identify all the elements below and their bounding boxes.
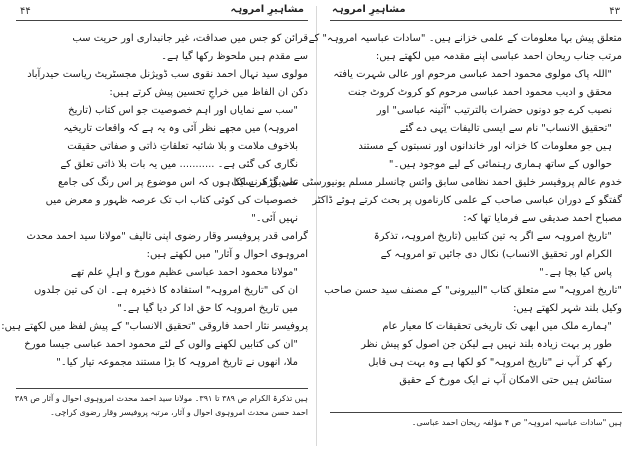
quote-line: "تاریخ امروہہ سے اگر یہ تین کتابیں (تاریخ امروہہ، تذکرۃ: [373, 231, 612, 242]
footnote: ہیں تذکرۃ الکرام ص ۳۸۹ تا ۳۹۱۔ مولانا سید احمد محدث امروہوی احوال و آثار ص ۳۸۹: [14, 394, 308, 403]
left-page-number: ۴۴: [20, 6, 31, 17]
text-line: گرامی قدر پروفیسر وقار رضوی اپنی تالیف "مولانا سید احمد محدث: [26, 231, 308, 242]
quote-line: "مولانا محمود احمد عباسی عظیم مورخ و اہلِ علم تھے: [70, 267, 298, 278]
quote-line: الکرام اور تحقیق الانساب) نکال دی جائیں تو امروہہ کے: [380, 249, 612, 260]
right-page-number: ۴۳: [609, 6, 620, 17]
quote-line: رکھ کر آپ نے "تاریخ امروہہ" کو لکھا ہے وہ بہت ہی قابل: [368, 357, 612, 368]
left-footnote-rule: [16, 388, 308, 389]
text-line: قرائن کو جس میں صداقت، غیر جانبداری اور حریت سب: [72, 33, 308, 44]
text-line: مولوی سید نہال احمد نقوی سب ڈویژنل مجسٹریٹ ریاست حیدرآباد: [27, 69, 308, 80]
quote-line: طور پر بہت زیادہ بلند نہیں ہے لیکن جن اصول کو پیش نظر: [361, 339, 612, 350]
right-header-rule: [330, 20, 622, 21]
left-page-header: [12, 0, 312, 22]
right-running-head: مشاہیرِ امروہہ: [332, 4, 406, 15]
quote-line: خصوصیات کی کوئی کتاب اب تک عرصہ ظہور و معرض میں: [45, 195, 298, 206]
quote-line: "اللہ پاک مولوی محمود احمد عباسی مرحوم اور عالی شہرت یافتہ: [333, 69, 612, 80]
quote-line: محقق و ادیب محمود احمد عباسی مرحوم کو کروٹ کروٹ جنت: [347, 87, 612, 98]
text-line: "تاریخ امروہہ" سے متعلق کتاب "البیرونی" کے مصنف سید حسن صاحب: [324, 285, 622, 296]
right-footnotes: [330, 416, 622, 430]
left-header-rule: [16, 20, 308, 21]
left-page: [1, 0, 312, 452]
quote-line: "ان کی کتابیں لکھنے والوں کے لئے محمود احمد عباسی جیسا مورخ: [24, 339, 298, 350]
quote-line: ہیں جو معلومات کا خزانہ اور خاندانوں اور نسبتوں کے مستند: [358, 141, 612, 152]
quote-line: "تحقیق الانساب" نام سے ایسی تالیفات یہی دے گئے: [399, 123, 612, 134]
quote-line: ان کی "تاریخ امروہہ" استفادہ کا ذخیرہ ہے۔ ان کی تین جلدوں: [33, 285, 298, 296]
text-line: وکیل بلند شہر لکھتے ہیں:: [513, 303, 622, 314]
text-line: متعلق پیش بہا معلومات کے علمی خزانے ہیں۔ "سادات عباسیہ امروہہ" کے: [308, 33, 622, 44]
left-footnotes: [16, 392, 308, 420]
quote-line: امروہہ) میں مجھے نظر آئی وہ یہ ہے کہ واقعات تاریخیہ: [63, 123, 298, 134]
text-line: گفتگو کے دوران عباسی صاحب کے علمی کارناموں پر بحث کرتے ہوئے ڈاکٹر: [312, 195, 622, 206]
quote-line: ستائش ہیں حتی الامکان آپ نے ایک مورخ کے حقیق: [399, 375, 612, 386]
quote-line: "ہمارے ملک میں ابھی تک تاریخی تحقیقات کا معیار عام: [382, 321, 612, 332]
quote-line: تصدیق کر سکتا ہوں کہ اس موضوع پر اس رنگ کی جامع: [57, 177, 298, 188]
text-line: خدوم عالم پروفیسر خلیق احمد نظامی سابق وائس چانسلر مسلم یونیورسٹی علی گڑھ نے ایک: [231, 177, 622, 188]
right-page-header: [326, 0, 626, 22]
footnote: ہیں "سادات عباسیہ امروہہ" ص ۴ مؤلفہ ریحان احمد عباسی۔: [411, 418, 622, 427]
text-line: امروہوی احوال و آثار" میں لکھتے ہیں:: [146, 249, 308, 260]
quote-line: نہیں آئی۔": [251, 213, 298, 224]
quote-line: میں تاریخ امروہہ کا حق ادا کر دیا گیا ہے۔": [117, 303, 298, 314]
quote-line: حوالوں کے ساتھ ہماری رہنمائی کے لیے موجود ہیں۔": [388, 159, 612, 170]
text-line: پروفیسر نثار احمد فاروقی "تحقیق الانساب" کے پیش لفظ میں لکھتے ہیں:: [1, 321, 308, 332]
quote-line: "سب سے نمایاں اور اہم خصوصیت جو اس کتاب (تاریخ: [68, 105, 298, 116]
text-line: دکن ان الفاظ میں خراجِ تحسین پیش کرتے ہیں:: [109, 87, 308, 98]
quote-line: پاس کیا بچا ہے۔": [539, 267, 612, 278]
text-line: مرتب جناب ریحان احمد عباسی اپنے مقدمہ میں لکھتے ہیں:: [375, 51, 622, 62]
left-page-body: [1, 30, 308, 372]
right-footnote-rule: [330, 412, 622, 413]
quote-line: نگاری کی گئی ہے۔ ........... میں یہ بات بلا ذاتی تعلق کے: [60, 159, 298, 170]
left-running-head: مشاہیرِ امروہہ: [230, 4, 304, 15]
page-gutter: [316, 6, 317, 446]
text-line: مصباح احمد صدیقی سے فرمایا تھا کہ:: [463, 213, 622, 224]
text-line: سے مقدم ہیں ملحوظ رکھا گیا ہے۔: [161, 51, 308, 62]
quote-line: نصیب کرے جو دونوں حضرات بالترتیب "آئینہ عباسی" اور: [376, 105, 612, 116]
quote-line: ملا، انھوں نے تاریخ امروہہ کا بڑا مستند مجموعہ تیار کیا۔": [56, 357, 298, 368]
footnote: احمد حسن محدث امروہوی احوال و آثار، مرتبہ پروفیسر وقار رضوی کراچی۔: [50, 408, 308, 417]
quote-line: بلاخوف ملامت و بلا شائبہ تعلقاتِ ذاتی و صفاتی حقیقت: [67, 141, 298, 152]
